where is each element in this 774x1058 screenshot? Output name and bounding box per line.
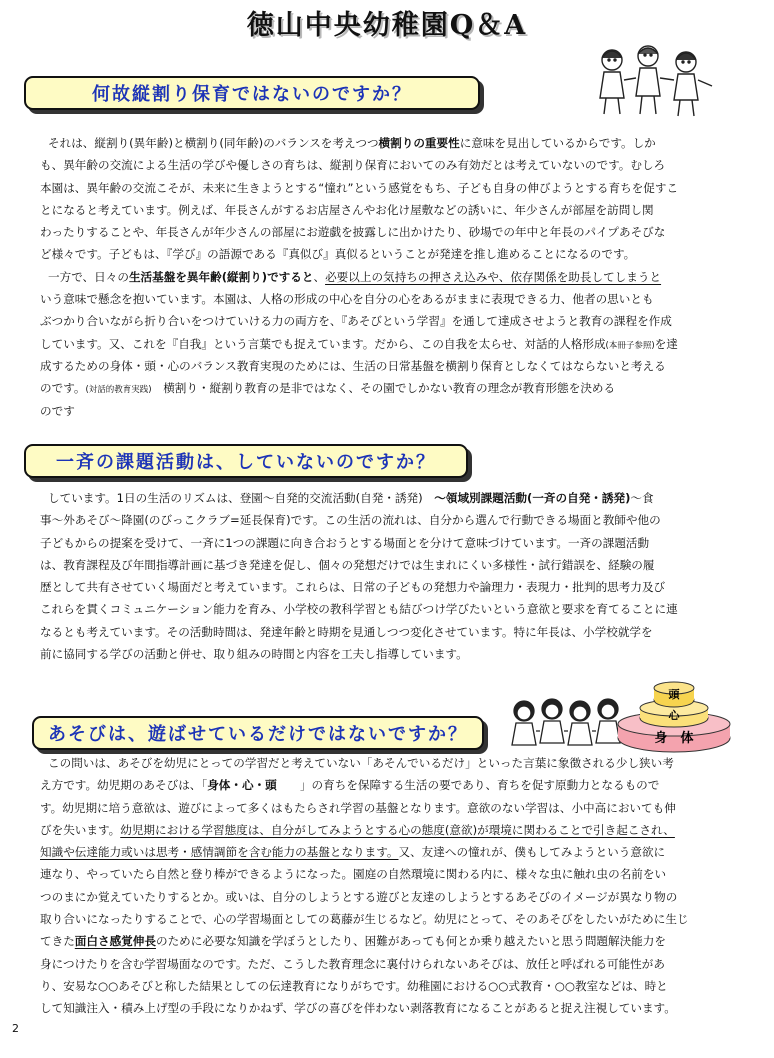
text-line [40, 199, 744, 221]
text-line [40, 554, 744, 576]
answer-paragraph-1 [40, 132, 744, 422]
text-segment: のです [40, 403, 75, 418]
text-line [40, 487, 744, 509]
text-segment: 」の育ちを保障する生活の要であり、育ちを促す原動力となるもので [276, 778, 660, 793]
children-illustration-top [590, 40, 720, 118]
text-line [40, 221, 744, 243]
pyramid-heart-label: 心 [668, 709, 680, 722]
text-segment: のために必要な知識を学ぼうとしたり、困難があっても何とか乗り越えたいと思う問題解決能力を [155, 934, 666, 949]
text-segment: して知識注入・積み上げ型の手段になりかねず、学びの喜びを伴わない剥落教育になることがあると捉え注視しています。 [40, 1001, 676, 1016]
text-segment: いう意味で懸念を抱いています。本園は、人格の形成の中心を自分の心をあるがままに表現できる力、他者の思いとも [40, 292, 654, 307]
answer-paragraph-3 [40, 752, 744, 1020]
text-segment: に意味を見出しているからです。しか [459, 136, 656, 150]
text-segment: 又、友達への憧れが、僕もしてみようという意欲に [398, 845, 666, 860]
text-segment: ぶつかり合いながら折り合いをつけていける力の両方を、『あそびという学習』を通して達成させようと教育の課程を作成 [40, 314, 672, 329]
text-line [40, 908, 744, 930]
text-line [40, 863, 744, 885]
text-segment: しています。1日の生活のリズムは、登園～自発的交流活動(自発・誘発) [48, 491, 435, 505]
text-segment: これらを貫くコミュニケーション能力を育み、小学校の教科学習とも結びつけ学びたいという意欲と要求を育てることに連 [40, 602, 678, 617]
text-line [40, 400, 744, 422]
text-segment: しています。又、これを『自我』という言葉でも捉えています。だから、この自我を太らせ、対話的人格形成 [40, 336, 606, 351]
text-line [40, 266, 744, 288]
text-segment: 子どもからの提案を受けて、一斉に1つの課題に向き合おうとする場面とを分けて意味づけています。一斉の課題活動 [40, 535, 650, 550]
text-line [40, 355, 744, 377]
question-box-2: 一斉の課題活動は、していないのですか？ [24, 444, 468, 478]
text-segment: 横割り・縦割り教育の是非ではなく、その園でしかない教育の理念が教育形態を決める [151, 381, 616, 396]
body-heart-head-pyramid [616, 678, 732, 754]
text-line [40, 598, 744, 620]
text-segment: 知識や伝達能力或いは思考・感情調節を含む能力の基盤となります。 [40, 845, 399, 860]
text-segment: とになると考えています。例えば、年長さんがするお店屋さんやお化け屋敷などの誘いに、年少さんが部屋を訪問し関 [40, 202, 654, 217]
text-segment: それは、縦割り(異年齢)と横割り(同年齢)のバランスを考えつつ [48, 136, 379, 150]
text-line [40, 377, 744, 399]
text-segment: わったりすることや、年長さんが年少さんの部屋にお遊戯を披露しに出かけたり、砂場での年中と年長のパイプあそびな [40, 225, 666, 240]
text-segment: 幼児期における学習態度は、自分がしてみようとする心の態度(意欲)が環境に関わることで引き起こされ、 [120, 822, 675, 837]
question-box-1: 何故縦割り保育ではないのですか？ [24, 76, 480, 110]
text-segment: 生活基盤を異年齢(縦割り)ですると [128, 269, 314, 284]
text-segment: 身につけたりを含む学習場面なのです。ただ、こうした教育理念に裏付けられないあそびは、放任と呼ばれる可能性があ [40, 956, 665, 971]
text-segment: ど様々です。子どもは、『学び』の語源である『真似び』真似るということが発達を推し進めることになるのです。 [40, 247, 636, 262]
text-segment: を達 [654, 336, 678, 351]
text-line [40, 774, 744, 796]
text-line [40, 333, 744, 355]
text-segment: 歴として共有させていく場面だと考えています。これらは、日常の子どもの発想力や論理力・表現力・批判的思考力及び [40, 580, 666, 595]
children-illustration-middle [508, 695, 628, 755]
text-line [40, 532, 744, 554]
text-segment: つのまにか覚えていたりするとか。或いは、自分のしようとする遊びと友達のしようとするあそびのイメージが異なり物の [40, 889, 678, 904]
text-segment: 一方で、日々の [48, 269, 129, 284]
answer-paragraph-2 [40, 487, 744, 665]
text-line [40, 576, 744, 598]
question-box-3: あそびは、遊ばせているだけではないですか？ [32, 716, 484, 750]
text-segment: のです。 [40, 381, 86, 396]
text-line [40, 797, 744, 819]
text-line [40, 841, 744, 863]
text-segment: 面白さ感覚伸長 [74, 934, 156, 949]
text-segment: 本園は、異年齢の交流こそが、未来に生きようとする“憧れ”という感覚をもち、子ども自身の伸びようとする育ちを促すこ [40, 180, 679, 195]
pyramid-body-label: 身 体 [654, 731, 694, 746]
text-segment: 取り合いになったりすることで、心の学習場面としての葛藤が生じるなど。幼児にとって、そのあそびをしたいがために生じ [40, 912, 689, 927]
text-segment: なるとも考えています。その活動時間は、発達年齢と時期を見通しつつ変化させています。特に年長は、小学校就学を [40, 624, 653, 639]
text-segment: 横割りの重要性 [378, 136, 460, 150]
text-line [40, 288, 744, 310]
text-line [40, 930, 744, 952]
text-segment: (対話的教育実践) [85, 385, 152, 396]
text-segment: 、 [313, 269, 326, 284]
text-line [40, 975, 744, 997]
page-number: 2 [12, 1022, 19, 1035]
text-segment: 身体・心・頭 [207, 778, 277, 793]
text-line [40, 621, 744, 643]
text-line [40, 310, 744, 332]
text-segment: 事～外あそび～降園(のびっこクラブ=延長保育)です。この生活の流れは、自分から選んで行動できる場面と教師や他の [40, 513, 661, 528]
text-line [40, 819, 744, 841]
text-segment: 成するための身体・頭・心のバランス教育実現のためには、生活の日常基盤を横割り保育としなくてはならないと考える [40, 358, 666, 373]
text-segment: え方です。幼児期のあそびは、「 [40, 778, 208, 793]
text-line [40, 509, 744, 531]
text-line [40, 643, 744, 665]
text-segment: ～領域別課題活動(一斉の自発・誘発) [434, 491, 631, 505]
text-line [40, 154, 744, 176]
text-line [40, 177, 744, 199]
text-line [40, 953, 744, 975]
text-line [40, 886, 744, 908]
text-segment: 前に協同する学びの活動と併せ、取り組みの時間と内容を工夫し指導しています。 [40, 647, 468, 662]
text-segment: す。幼児期に培う意欲は、遊びによって多くはもたらされ学習の基盤となります。意欲のない学習は、小中高においても伸 [40, 800, 676, 815]
page-title: 徳山中央幼稚園Q＆A [246, 10, 528, 41]
text-line [40, 752, 744, 774]
text-segment: ～食 [630, 491, 654, 505]
text-segment: てきた [40, 934, 75, 949]
text-segment: は、教育課程及び年間指導計画に基づき発達を促し、個々の発想だけでは生まれにくい多様性・試行錯誤を、経験の履 [40, 557, 655, 572]
text-line [40, 243, 744, 265]
text-line [40, 132, 744, 154]
text-segment: り、安易な○○あそびと称した結果としての伝達教育になりがちです。幼稚園における○○式教育・○○教室などは、時と [40, 978, 668, 993]
text-segment: 連なり、やっていたら自然と登り棒ができるようになった。園庭の自然環境に関わる内に、様々な虫に触れ虫の名前をい [40, 867, 667, 882]
text-segment: この問いは、あそびを幼児にとっての学習だと考えていない「あそんでいるだけ」といった言葉に象徴される少し狭い考 [48, 756, 674, 770]
text-line [40, 997, 744, 1019]
text-segment: も、異年齢の交流による生活の学びや優しさの育ちは、縦割り保育においてのみ有効だとは考えていないのです。むしろ [40, 158, 666, 173]
text-segment: びを失います。 [40, 822, 121, 837]
pyramid-head-label: 頭 [668, 688, 680, 701]
text-segment: 必要以上の気持ちの押さえ込みや、依存関係を助長してしまうと [325, 269, 662, 284]
text-segment: (本冊子参照) [605, 340, 655, 351]
